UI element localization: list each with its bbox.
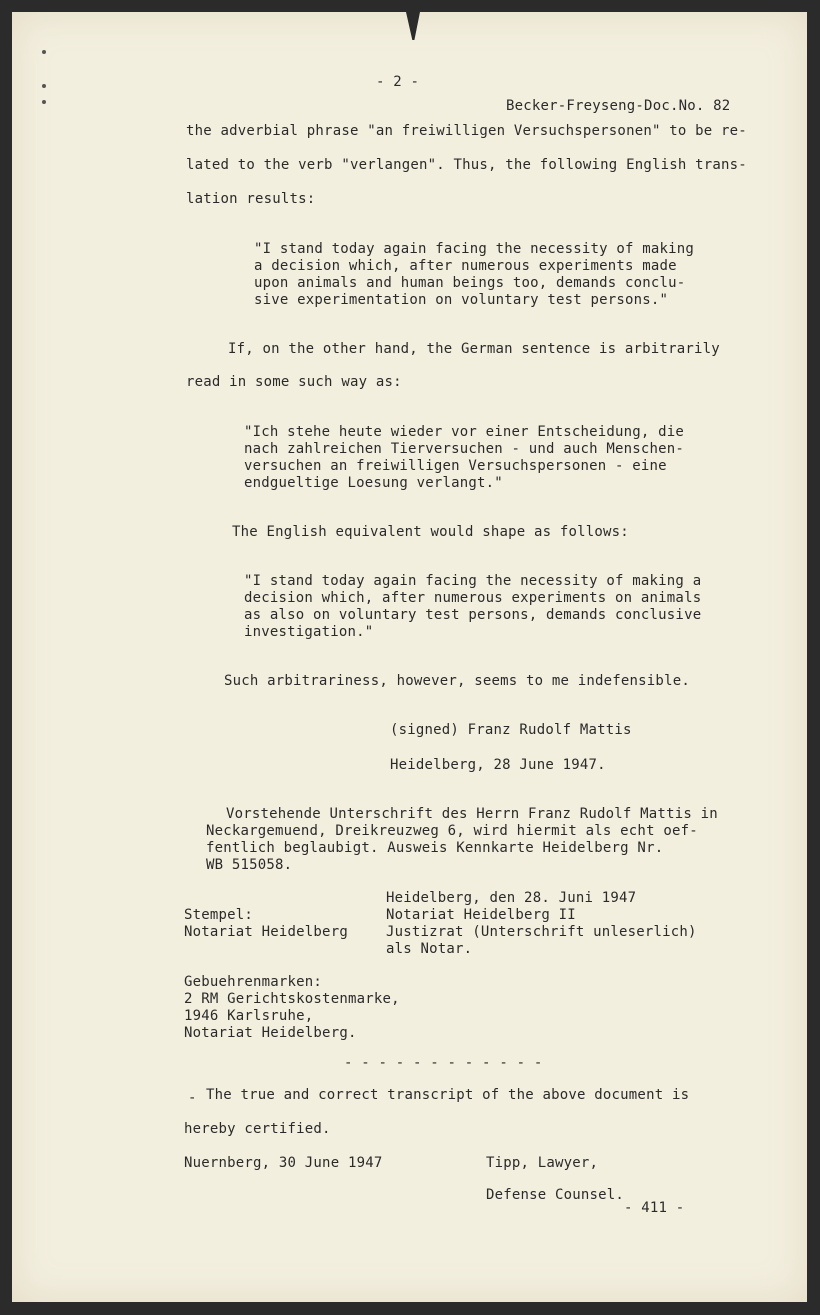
certification-line: hereby certified.: [184, 1121, 331, 1137]
stamp-label: Stempel:: [184, 907, 254, 923]
quote-line: versuchen an freiwilligen Versuchspersonen - eine: [244, 458, 667, 474]
certification-place-date: Nuernberg, 30 June 1947: [184, 1155, 383, 1171]
quote-line: "I stand today again facing the necessity of making: [254, 241, 695, 257]
fees-line: 2 RM Gerichtskostenmarke,: [184, 991, 400, 1007]
bullet-dash: -: [188, 1090, 197, 1106]
notary-date: Heidelberg, den 28. Juni 1947: [386, 890, 637, 906]
footer-page-number: - 411 -: [624, 1200, 685, 1216]
body-line: Such arbitrariness, however, seems to me indefensible.: [224, 673, 690, 689]
notary-text: Vorstehende Unterschrift des Herrn Franz Rudolf Mattis in: [226, 806, 718, 822]
quote-line: "I stand today again facing the necessity of making a: [244, 573, 702, 589]
quote-line: sive experimentation on voluntary test persons.": [254, 292, 669, 308]
certification-line: The true and correct transcript of the above document is: [206, 1087, 690, 1103]
page-number: - 2 -: [376, 74, 420, 90]
punch-mark: [42, 50, 46, 54]
punch-mark: [42, 100, 46, 104]
notary-office: Notariat Heidelberg II: [386, 907, 576, 923]
body-line: the adverbial phrase "an freiwilligen Versuchspersonen" to be re-: [186, 123, 747, 139]
quote-line: nach zahlreichen Tierversuchen - und auch Menschen-: [244, 441, 685, 457]
document-page: [12, 12, 807, 1302]
body-line: If, on the other hand, the German sentence is arbitrarily: [228, 341, 720, 357]
notary-text: WB 515058.: [206, 857, 293, 873]
paper-notch: [406, 12, 420, 40]
signer-name: Tipp, Lawyer,: [486, 1155, 599, 1171]
notary-text: Neckargemuend, Dreikreuzweg 6, wird hiermit als echt oef-: [206, 823, 698, 839]
quote-line: investigation.": [244, 624, 374, 640]
quote-line: upon animals and human beings too, demands conclu-: [254, 275, 686, 291]
place-date: Heidelberg, 28 June 1947.: [390, 757, 606, 773]
punch-mark: [42, 84, 46, 88]
notary-text: fentlich beglaubigt. Ausweis Kennkarte Heidelberg Nr.: [206, 840, 664, 856]
quote-line: "Ich stehe heute wieder vor einer Entscheidung, die: [244, 424, 685, 440]
fees-line: 1946 Karlsruhe,: [184, 1008, 314, 1024]
quote-line: as also on voluntary test persons, demands conclusive: [244, 607, 702, 623]
fees-heading: Gebuehrenmarken:: [184, 974, 323, 990]
body-line: lated to the verb "verlangen". Thus, the following English trans-: [186, 157, 747, 173]
quote-line: decision which, after numerous experiments on animals: [244, 590, 702, 606]
body-line: read in some such way as:: [186, 374, 402, 390]
body-line: lation results:: [186, 191, 316, 207]
quote-line: a decision which, after numerous experiments made: [254, 258, 677, 274]
als-notar: als Notar.: [386, 941, 473, 957]
quote-line: endgueltige Loesung verlangt.": [244, 475, 503, 491]
signature-line: (signed) Franz Rudolf Mattis: [390, 722, 632, 738]
fees-line: Notariat Heidelberg.: [184, 1025, 357, 1041]
doc-reference: Becker-Freyseng-Doc.No. 82: [506, 98, 731, 114]
justizrat-line: Justizrat (Unterschrift unleserlich): [386, 924, 697, 940]
divider: - - - - - - - - - - - -: [344, 1055, 543, 1071]
signer-role: Defense Counsel.: [486, 1187, 625, 1203]
stamp-value: Notariat Heidelberg: [184, 924, 348, 940]
body-line: The English equivalent would shape as follows:: [232, 524, 629, 540]
